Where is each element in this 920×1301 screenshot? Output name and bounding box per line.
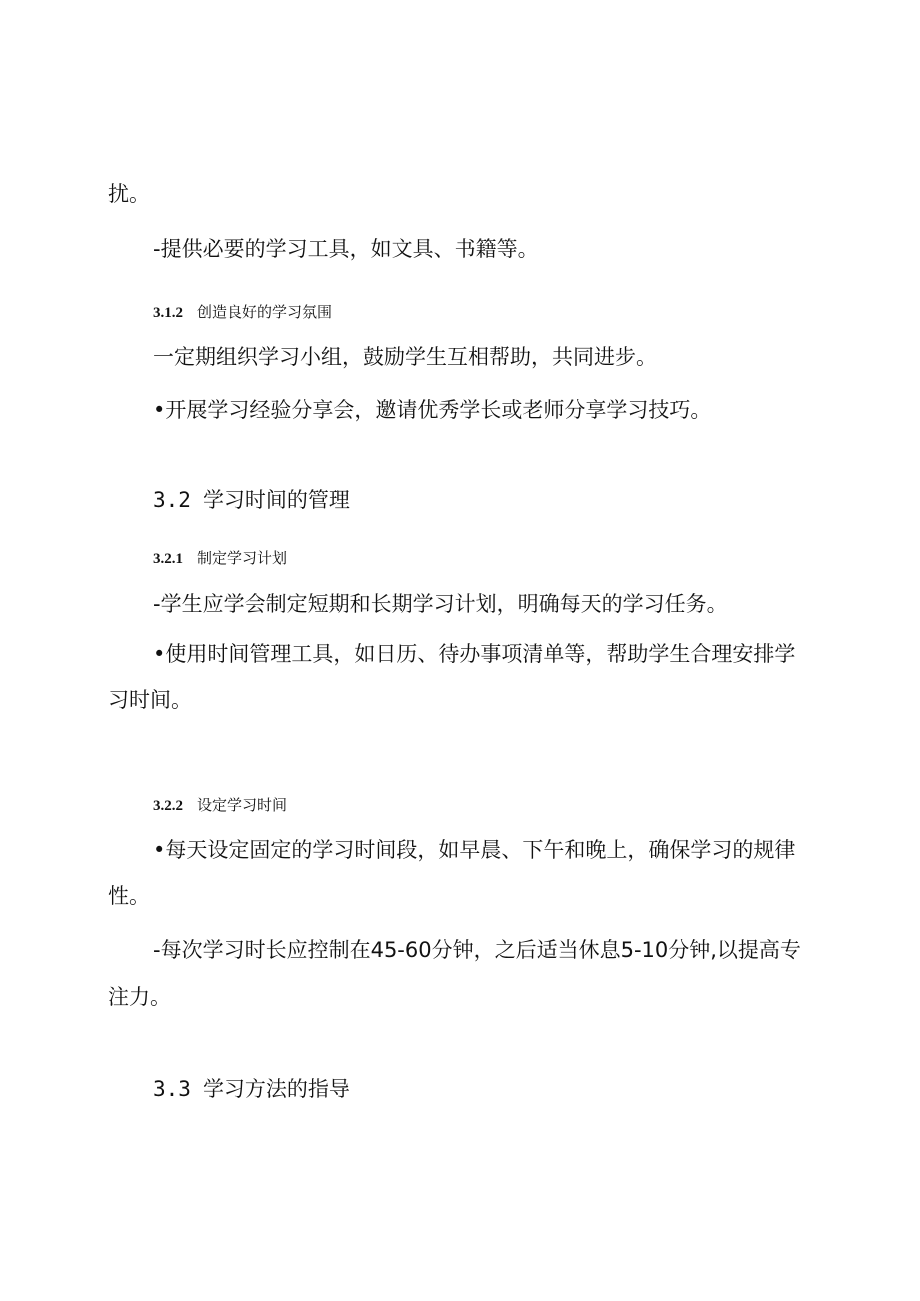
subsection-heading-3-2-1 (153, 548, 287, 569)
section-title: 学习方法的指导 (202, 1077, 350, 1101)
subsection-title: 制定学习计划 (197, 549, 288, 567)
subsection-title: 创造良好的学习氛围 (197, 303, 333, 321)
subsection-heading-3-2-2 (153, 795, 287, 816)
list-item-time-tools-continuation: 习时间。 (108, 688, 192, 712)
list-item-study-plan: -学生应学会制定短期和长期学习计划，明确每天的学习任务。 (153, 592, 728, 616)
list-item-fixed-time: •每天设定固定的学习时间段，如早晨、下午和晚上，确保学习的规律 (153, 838, 796, 862)
list-item-session-length: -每次学习时长应控制在45-60分钟，之后适当休息5-10分钟,以提高专 (153, 938, 801, 962)
subsection-heading-3-1-2 (153, 302, 332, 323)
section-heading-3-3 (153, 1075, 350, 1103)
paragraph-continuation: 扰。 (108, 182, 150, 206)
list-item-sharing-session: •开展学习经验分享会，邀请优秀学长或老师分享学习技巧。 (153, 398, 712, 422)
section-number: 3.3 (153, 1077, 191, 1101)
section-title: 学习时间的管理 (202, 488, 350, 512)
section-number: 3.2 (153, 488, 191, 512)
section-heading-3-2 (153, 486, 350, 514)
list-item-tools: -提供必要的学习工具，如文具、书籍等。 (153, 237, 539, 261)
list-item-session-length-continuation: 注力。 (108, 985, 171, 1009)
subsection-title: 设定学习时间 (197, 796, 288, 814)
subsection-number: 3.2.1 (153, 551, 183, 567)
subsection-number: 3.2.2 (153, 798, 183, 814)
list-item-study-groups: 一定期组织学习小组，鼓励学生互相帮助，共同进步。 (153, 345, 657, 369)
list-item-time-tools: •使用时间管理工具，如日历、待办事项清单等，帮助学生合理安排学 (153, 642, 796, 666)
list-item-fixed-time-continuation: 性。 (108, 884, 150, 908)
subsection-number: 3.1.2 (153, 305, 183, 321)
